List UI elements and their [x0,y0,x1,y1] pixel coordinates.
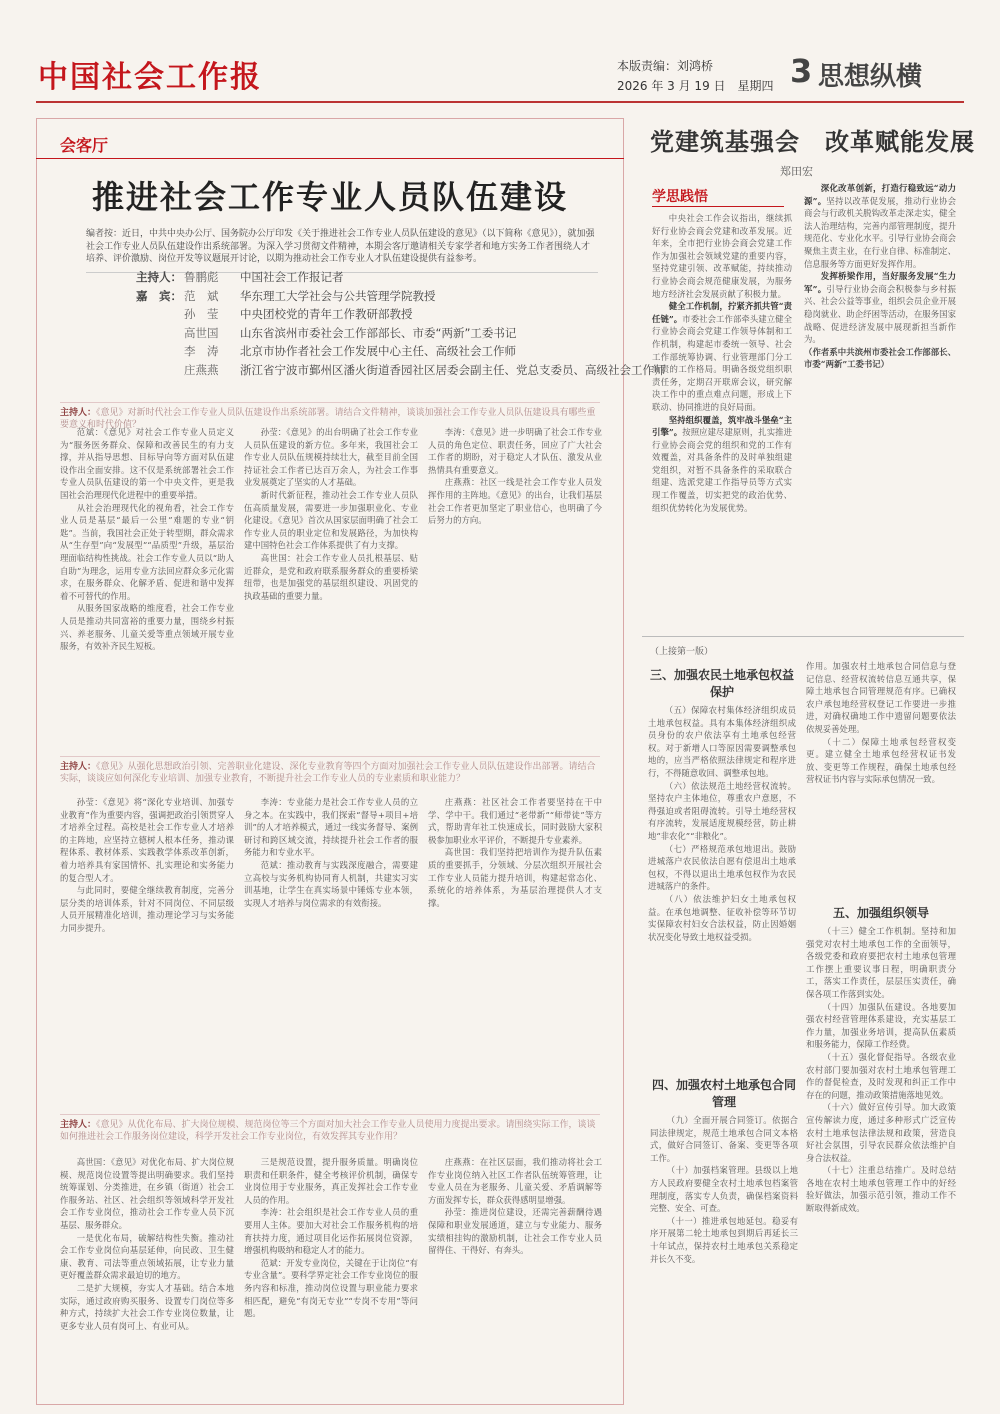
paragraph: 中央社会工作会议指出，继续抓好行业协会商会党建和改革发展。近年来，全市把行业协会商会党建工作作为加强社会领域党建的重要内容，坚持党建引领、改革赋能，持续推动行业协会商会规范健康发展，为服务地方经济社会发展贡献了积极力量。 [652,213,792,299]
newspaper-logo: 中国社会工作报 [38,60,262,95]
guest-title: 北京市协作者社会工作发展中心主任、高级社会工作师 [240,344,516,358]
text-column [652,212,792,622]
paragraph: 孙莹：《意见》的出台明确了社会工作专业人员队伍建设的新方位。多年来，我国社会工作专业人员队伍规模持续壮大，截至目前全国持证社会工作者已达百万余人，为社会工作事业发展奠定了坚实的人才基础。 [244,427,418,488]
column-body [806,925,956,1395]
paragraph-text: 按照应建尽建原则，扎实推进行业协会商会党的组织和党的工作有效覆盖，对具备条件的及时单独组建党组织，对暂不具备条件的采取联合组建、选派党建工作指导员等方式实现工作覆盖，切实把党的政治优势、组织优势转化为发展优势。 [652,427,792,513]
paragraph: （五）保障农村集体经济组织成员土地承包权益。具有本集体经济组织成员身份的农户依法享有土地承包经营权。对于新增人口等原因需要调整承包地的，应当严格依照法律规定和程序进行，不得随意收回、调整承包地。 [648,705,796,778]
right-article-author: 郑田宏 [780,165,813,178]
guest-row [136,361,666,380]
paragraph: （六）依法规范土地经营权流转。坚持农户主体地位，尊重农户意愿，不得强迫或者阻碍流转。引导土地经营权有序流转，发展适度规模经营，防止耕地“非农化”“非粮化”。 [648,780,796,841]
masthead-divider [36,101,964,103]
paragraph: 作用。加强农村土地承包合同信息与登记信息、经营权流转信息互通共享，保障土地承包合同管理规范有序。已确权农户承包地经营权登记工作要进一步推进，对确权确地工作中遗留问题要依法依规妥善处理。 [806,661,956,734]
paragraph: 从社会治理现代化的视角看，社会工作专业人员是基层“最后一公里”难题的专业“钥匙”。当前，我国社会正处于转型期，群众需求从“生存型”向“发展型”“品质型”升级，基层治理面临结构性挑战。社会工作专业人员以“助人自助”为理念，运用专业方法回应群众多元化需求，在服务群众、化解矛盾、促进和谐中发挥着不可替代的作用。 [60,502,234,601]
guest-name: 孙 莹 [184,307,219,321]
text-column [244,426,418,738]
text-column [804,182,956,622]
paragraph: 孙莹：《意见》将“深化专业培训、加强专业教育”作为重要内容，强调把政治引领贯穿人才培养全过程。高校是社会工作专业人才培养的主阵地，应坚持立德树人根本任务，推动课程体系、教材体系、实践教学体系改革创新，着力培养具有家国情怀、扎实理论和实务能力的复合型人才。 [60,797,234,883]
text-column [60,796,234,1096]
paragraph [804,270,956,346]
guest-title: 中央团校党的青年工作教研部教授 [240,307,413,321]
paragraph: 从服务国家战略的维度看，社会工作专业人员是推动共同富裕的重要力量，围绕乡村振兴、养老服务、儿童关爱等重点领域开展专业服务，有效补齐民生短板。 [60,603,234,652]
subheading: 深化改革创新，打造行稳致远“动力源”。 [804,183,956,206]
text-column [806,660,956,900]
text-column [428,796,602,1096]
paragraph: 二是扩大规模，夯实人才基础。结合本地实际，通过政府购买服务、设置专门岗位等多种方式，持续扩大社会工作专业岗位数量，让更多专业人员有岗可上、有业可从。 [60,1282,234,1331]
paragraph: 李涛：社会组织是社会工作专业人员的重要用人主体。要加大对社会工作服务机构的培育扶持力度，通过项目化运作拓展岗位资源，增强机构吸纳和稳定人才的能力。 [244,1207,418,1256]
paragraph: 李涛：专业能力是社会工作专业人员的立身之本。在实践中，我们探索“督导+项目+培训”的人才培养模式，通过一线实务督导、案例研讨和跨区域交流，持续提升社会工作者的服务能力和专业水平。 [244,797,418,858]
paragraph: （十三）健全工作机制。坚持和加强党对农村土地承包工作的全面领导，各级党委和政府要把农村土地承包管理工作摆上重要议事日程，明确职责分工，落实工作责任，层层压实责任，确保各项工作落到实处。 [806,926,956,999]
text-column [244,1156,418,1392]
paragraph: （十六）做好宣传引导。加大政策宣传解读力度，通过多种形式广泛宣传农村土地承包法律法规和政策，营造良好社会氛围，引导农民群众依法维护自身合法权益。 [806,1102,956,1163]
text-column [244,796,418,1096]
text-column [428,426,602,738]
guest-name: 李 涛 [184,344,219,358]
kicker-divider [652,206,784,207]
page-number: 3 [790,52,813,90]
host-row [136,268,616,287]
paragraph [652,414,792,515]
paragraph: 范斌：《意见》对社会工作专业人员定义为“服务医务群众、保障和改善民生的有力支撑，并从指导思想、目标导向等方面对队伍建设作出全面安排。这不仅是系统部署社会工作专业人员队伍建设的第一个中央文件，更是我国社会治理现代化进程中的重要举措。 [60,427,234,500]
paragraph: （十一）推进承包地延包。稳妥有序开展第二轮土地承包到期后再延长三十年试点，保持农村土地承包关系稳定并长久不变。 [650,1215,798,1264]
guest-row [136,287,616,306]
paragraph: （十四）加强队伍建设。各地要加强农村经营管理体系建设，充实基层工作力量，加强业务培训，提高队伍素质和服务能力，保障工作经费。 [806,1001,956,1050]
section-divider [642,636,964,637]
host-question-3 [60,1114,600,1143]
subheading: 发挥桥梁作用，当好服务发展“生力军”。 [804,271,956,294]
paragraph: 庄燕燕：社区一线是社会工作专业人员发挥作用的主阵地。《意见》的出台，让我们基层社会工作者更加坚定了职业信心，也明确了今后努力的方向。 [428,477,602,526]
host-question-2 [60,756,600,785]
paragraph: （十七）注重总结推广。及时总结各地在农村土地承包管理工作中的好经验好做法，加强示范引领，推动工作不断取得新成效。 [806,1165,956,1214]
author-note: （作者系中共滨州市委社会工作部部长、市委“两新”工委书记） [804,346,956,370]
guest-name: 高世国 [184,325,219,340]
paragraph: 三是规范设置，提升服务质量。明确岗位职责和任职条件，健全考核评价机制，确保专业岗位用于专业服务，真正发挥社会工作专业人员的作用。 [244,1157,418,1205]
section-heading: 三、加强农民土地承包权益保护 [649,668,794,699]
paragraph: 庄燕燕：社区社会工作者要坚持在干中学、学中干。我们通过“老带新”“师带徒”等方式，帮助青年社工快速成长，同时鼓励大家积极参加职业水平评价，不断提升专业素养。 [428,797,602,845]
feature-title: 推进社会工作专业人员队伍建设 [91,178,568,216]
section-heading: 五、加强组织领导 [832,906,929,920]
text-column [60,1156,234,1392]
paragraph: 李涛：《意见》进一步明确了社会工作专业人员的角色定位、职责任务，回应了广大社会工作者的期盼，对于稳定人才队伍、激发从业热情具有重要意义。 [428,427,602,475]
right-article-title: 党建筑基强会 改革赋能发展 [650,127,975,156]
question-text: 《意见》对新时代社会工作专业人员队伍建设作出系统部署。请结合文件精神，谈谈加强社会工作专业人员队伍建设具有哪些重要意义和时代价值？ [60,408,596,430]
guest-row [136,342,616,361]
page-section-name: 思想纵横 [818,62,923,92]
editor-credit: 本版责编：刘鸿桥 [617,59,714,73]
feature-title-divider [36,158,624,159]
question-label: 主持人： [60,408,97,418]
guest-title: 浙江省宁波市鄞州区潘火街道香园社区居委会副主任、党总支委员、高级社会工作师 [240,362,666,377]
guest-title: 山东省滨州市委社会工作部部长、市委“两新”工委书记 [240,325,517,340]
paragraph: 高世国：社会工作专业人员扎根基层、贴近群众，是党和政府联系服务群众的重要桥梁纽带，也是加强党的基层组织建设、巩固党的执政基础的重要力量。 [244,552,418,601]
guest-name: 范 斌 [184,288,219,303]
question-label: 主持人： [60,762,97,772]
text-column [806,900,956,1402]
guest-name: 庄燕燕 [184,362,219,377]
paragraph: 庄燕燕：在社区层面，我们推动将社会工作专业岗位纳入社区工作者队伍统筹管理，让专业人员在为老服务、儿童关爱、矛盾调解等方面发挥专长，群众获得感明显增强。 [428,1157,602,1205]
paragraph [652,300,792,413]
paragraph-text: 坚持以改革促发展，推动行业协会商会与行政机关脱钩改革走深走实，健全法人治理结构，完善内部管理制度，提升规范化、专业化水平。引导行业协会商会聚焦主责主业，在行业自律、标准制定、信息服务等方面更好发挥作用。 [804,195,956,269]
paragraph [804,182,956,270]
continuation-label: （上接第一版） [650,647,714,657]
paragraph: 一是优化布局，破解结构性失衡。推动社会工作专业岗位向基层延伸，向民政、卫生健康、教育、司法等重点领域拓展，让专业力量更好覆盖群众需求最迫切的地方。 [60,1232,234,1281]
question-text: 《意见》从优化布局、扩大岗位规模、规范岗位等三个方面对加大社会工作专业人员使用力度提出要求。请围绕实际工作，谈谈如何推进社会工作服务岗位建设，科学开发社会工作专业岗位，有效发挥其专业作用？ [60,1120,596,1142]
paragraph-text: 引导行业协会商会积极参与乡村振兴、社会公益等事业，组织会员企业开展稳岗就业、助企纾困等活动，在服务国家战略、促进经济发展中展现新担当新作为。 [804,283,956,345]
paragraph: （十二）保障土地承包经营权变更。建立健全土地承包经营权证书发放、变更等工作规程，确保土地承包经营权证书内容与实际承包情况一致。 [806,736,956,785]
subheading: 坚持组织覆盖，筑牢战斗堡垒“主引擎”。 [652,414,792,438]
paragraph: 范斌：推动教育与实践深度融合，需要建立高校与实务机构协同育人机制，共建实习实训基地，让学生在真实场景中锤炼专业本领，实现人才培养与岗位需求的有效衔接。 [244,859,418,908]
paragraph: （十五）强化督促指导。各级农业农村部门要加强对农村土地承包管理工作的督促检查，及时发现和纠正工作中存在的问题，推动政策措施落地见效。 [806,1051,956,1100]
paragraph: （十）加强档案管理。县级以上地方人民政府要健全农村土地承包档案管理制度，落实专人负责，确保档案资料完整、安全、可查。 [650,1165,798,1214]
guest-role: 嘉 宾： [136,288,182,303]
issue-date: 2026 年 3 月 19 日 星期四 [617,79,774,93]
paragraph: 与此同时，要健全继续教育制度，完善分层分类的培训体系，针对不同岗位、不同层级人员开展精准化培训，推动理论学习与实务能力同步提升。 [60,885,234,933]
paragraph-text: 市委社会工作部牵头建立健全行业协会商会党建工作领导体制和工作机制，构建起市委统一领导、社会工作部统筹协调、行业管理部门分工负责的工作格局。明确各级党组织职责任务，定期召开联席会议，研究解决工作中的重点难点问题，形成上下联动、协同推进的良好局面。 [652,313,792,412]
section-heading: 四、加强农村土地承包合同管理 [650,1072,798,1114]
host-title: 中国社会工作报记者 [240,270,344,284]
question-label: 主持人： [60,1120,97,1130]
host-name: 鲁鹏彪 [184,270,219,284]
text-column [428,1156,602,1392]
right-article-kicker: 学思践悟 [652,189,708,205]
paragraph: 范斌：开发专业岗位，关键在于让岗位“有专业含量”。要科学界定社会工作专业岗位的服务内容和标准，推动岗位设置与职业能力要求相匹配，避免“有岗无专业”“专岗不专用”等问题。 [244,1257,418,1319]
editor-note: 编者按：近日，中共中央办公厅、国务院办公厅印发《关于推进社会工作专业人员队伍建设的意见》（以下简称《意见》），就加强社会工作专业人员队伍建设作出系统部署。为深入学习贯彻文件精神，本期会客厅邀请相关专家学者和地方实务工作者围绕人才培养、评价激励、岗位开发等议题展开讨论，以期为推动社会工作专业人才队伍建设提供有益参考。 [86,228,598,273]
question-text: 《意见》从强化思想政治引领、完善职业化建设、深化专业教育等四个方面对加强社会工作专业人员队伍建设作出部署。请结合实际，谈谈应如何深化专业培训、加强专业教育，不断提升社会工作专业人员的专业素质和职业能力？ [60,762,596,784]
paragraph: （九）全面开展合同签订。依据合同法律规定，规范土地承包合同文本格式，做好合同签订、备案、变更等各项工作。 [650,1115,798,1163]
paragraph: 高世国：《意见》对优化布局、扩大岗位规模、规范岗位设置等提出明确要求。我们坚持统筹谋划、分类推进，在乡镇（街道）社会工作服务站、社区、社会组织等领域科学开发社会工作专业岗位，推动社会工作专业人员下沉基层、服务群众。 [60,1157,234,1230]
column-body [650,1114,798,1414]
guest-list [136,268,666,379]
column-tag: 会客厅 [60,136,109,155]
guest-row [136,305,616,324]
subheading: 健全工作机制，拧紧齐抓共管“责任链”。 [652,301,792,324]
text-column [60,426,234,738]
host-role: 主持人： [136,270,182,284]
paragraph: （七）严格规范承包地退出。鼓励进城落户农民依法自愿有偿退出土地承包权，不得以退出土地承包权作为农民进城落户的条件。 [648,843,796,892]
guest-row [136,324,616,343]
text-column [650,1072,798,1402]
paragraph: 孙莹：推进岗位建设，还需完善薪酬待遇保障和职业发展通道，建立与专业能力、服务实绩相挂钩的激励机制，让社会工作专业人员留得住、干得好、有奔头。 [428,1207,602,1256]
masthead-meta [617,56,774,96]
paragraph: 高世国：我们坚持把培训作为提升队伍素质的重要抓手，分领域、分层次组织开展社会工作专业人员能力提升培训，构建起常态化、系统化的培养体系，为基层治理提供人才支撑。 [428,847,602,908]
paragraph: 新时代新征程，推动社会工作专业人员队伍高质量发展，需要进一步加强职业化、专业化建设。《意见》首次从国家层面明确了社会工作专业人员的职业定位和发展路径，为加快构建中国特色社会工作体系提供了有力支撑。 [244,489,418,551]
guest-title: 华东理工大学社会与公共管理学院教授 [240,288,436,303]
paragraph: （八）依法维护妇女土地承包权益。在承包地调整、征收补偿等环节切实保障农村妇女合法权益，防止因婚姻状况变化导致土地权益受损。 [648,893,796,942]
